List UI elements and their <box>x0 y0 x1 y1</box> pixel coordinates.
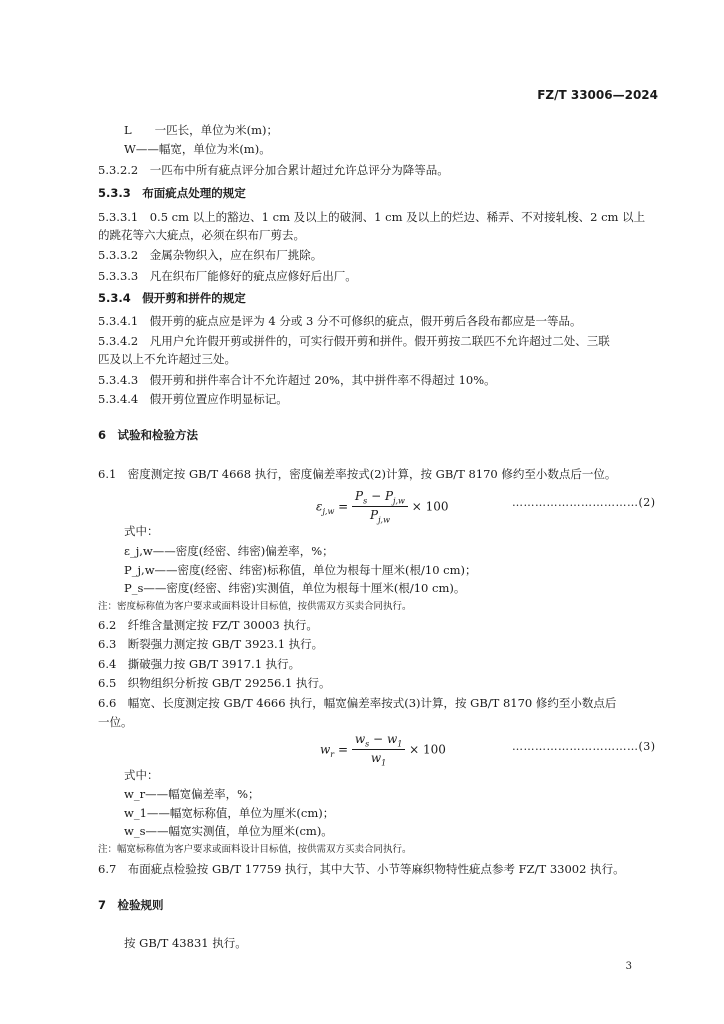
formula-2-times: × <box>411 499 422 514</box>
formula-2-dots: …………………………… <box>512 496 639 509</box>
formula-3-num-a-sub: s <box>365 739 370 749</box>
formula-2-lhs: ε <box>316 499 323 514</box>
where-label-2: 式中： <box>124 524 159 538</box>
formula-2-numerator <box>352 489 408 507</box>
formula-3-num-b: w <box>386 732 398 746</box>
formula-3-numerator <box>352 732 405 750</box>
formula-2-den-sub: j,w <box>378 515 390 525</box>
symbol-def-width: W——幅宽，单位为米(m)。 <box>124 142 271 156</box>
formula-2-denominator <box>352 507 408 524</box>
formula-3-leader <box>512 740 656 753</box>
clause-5-3-3-2: 5.3.3.2 金属杂物织入，应在织布厂挑除。 <box>98 248 323 262</box>
formula-3-lhs-sub: r <box>330 749 335 759</box>
clause-5-3-3-3: 5.3.3.3 凡在织布厂能修好的疵点应修好后出厂。 <box>98 269 357 283</box>
symbol-def-density-deviation: ε_j,w——密度(经密、纬密)偏差率，%； <box>124 544 334 558</box>
clause-6-2: 6.2 纤维含量测定按 FZ/T 30003 执行。 <box>98 618 318 632</box>
formula-3-equals: = <box>337 742 348 757</box>
symbol-def-density-nominal: P_j,w——密度(经密、纬密)标称值，单位为根每十厘米(根/10 cm)； <box>124 563 477 577</box>
clause-5-3-4-3: 5.3.4.3 假开剪和拼件率合计不允许超过 20%，其中拼件率不得超过 10%。 <box>98 373 496 387</box>
formula-3-dots: …………………………… <box>512 740 639 753</box>
clause-6-6: 6.6 幅宽、长度测定按 GB/T 4666 执行，幅宽偏差率按式(3)计算，按 GB/T 8170 修约至小数点后 <box>98 696 617 710</box>
formula-2-leader <box>512 496 656 509</box>
clause-5-3-3-1-cont: 的跳花等六大疵点，必须在织布厂剪去。 <box>98 228 305 242</box>
clause-5-3-2-2: 5.3.2.2 一匹布中所有疵点评分加合累计超过允许总评分为降等品。 <box>98 163 449 177</box>
clause-6-6-cont: 一位。 <box>98 715 133 729</box>
clause-6-3: 6.3 断裂强力测定按 GB/T 3923.1 执行。 <box>98 637 324 651</box>
formula-3-den: w <box>370 751 382 766</box>
formula-2-equals: = <box>338 499 349 514</box>
heading-7: 7 检验规则 <box>98 898 164 912</box>
formula-3-fraction <box>352 732 405 768</box>
formula-2-fraction <box>352 489 408 525</box>
clause-6-5: 6.5 织物组织分析按 GB/T 29256.1 执行。 <box>98 676 331 690</box>
formula-2-label: (2) <box>638 496 656 509</box>
symbol-def-width-nominal: w_1——幅宽标称值，单位为厘米(cm)； <box>124 806 335 820</box>
formula-2-num-b: P <box>384 489 394 503</box>
formula-3-label: (3) <box>638 740 656 753</box>
symbol-def-width-deviation: w_r——幅宽偏差率，%； <box>124 787 260 801</box>
formula-3-minus: − <box>373 732 384 746</box>
formula-2-minus: − <box>371 489 382 503</box>
symbol-def-width-measured: w_s——幅宽实测值，单位为厘米(cm)。 <box>124 824 333 838</box>
formula-2-factor: 100 <box>425 499 449 514</box>
clause-5-3-3-1: 5.3.3.1 0.5 cm 以上的豁边、1 cm 及以上的破洞、1 cm 及以上的烂边、稀弄、不对接轧梭、2 cm 以上 <box>98 210 646 224</box>
page-number: 3 <box>625 961 632 972</box>
clause-5-3-4-1: 5.3.4.1 假开剪的疵点应是评为 4 分或 3 分不可修织的疵点，假开剪后各段布都应是一等品。 <box>98 314 582 328</box>
note-density: 注：密度标称值为客户要求或面料设计目标值，按供需双方买卖合同执行。 <box>98 601 412 612</box>
formula-2-den: P <box>370 508 379 523</box>
clause-6-1: 6.1 密度测定按 GB/T 4668 执行，密度偏差率按式(2)计算，按 GB/T 8170 修约至小数点后一位。 <box>98 467 617 481</box>
formula-3-num-a: w <box>354 732 366 746</box>
heading-5-3-4: 5.3.4 假开剪和拼件的规定 <box>98 291 246 305</box>
clause-6-7: 6.7 布面疵点检验按 GB/T 17759 执行，其中大节、小节等麻织物特性疵点参考 FZ/T 33002 执行。 <box>98 862 625 876</box>
heading-5-3-3: 5.3.3 布面疵点处理的规定 <box>98 186 246 200</box>
formula-2-num-a-sub: s <box>363 496 368 506</box>
formula-2-lhs-sub: j,w <box>322 506 335 516</box>
symbol-def-length: L 一匹长，单位为米(m)； <box>124 123 279 137</box>
formula-3-den-sub: 1 <box>381 758 387 768</box>
formula-3-denominator <box>352 750 405 767</box>
note-width: 注：幅宽标称值为客户要求或面料设计目标值，按供需双方买卖合同执行。 <box>98 844 412 855</box>
formula-3 <box>320 732 446 768</box>
formula-2-num-a: P <box>355 489 364 503</box>
formula-3-times: × <box>409 742 420 757</box>
formula-3-factor: 100 <box>423 742 446 757</box>
formula-2-num-b-sub: j,w <box>393 496 405 506</box>
inspection-rule-text: 按 GB/T 43831 执行。 <box>124 936 247 950</box>
standard-code: FZ/T 33006—2024 <box>537 88 658 102</box>
formula-2 <box>316 489 449 525</box>
where-label-3: 式中： <box>124 768 159 782</box>
symbol-def-density-measured: P_s——密度(经密、纬密)实测值，单位为根每十厘米(根/10 cm)。 <box>124 581 466 595</box>
heading-6: 6 试验和检验方法 <box>98 428 199 442</box>
clause-5-3-4-2: 5.3.4.2 凡用户允许假开剪或拼件的，可实行假开剪和拼件。假开剪按二联匹不允许超过二处、三联 <box>98 334 610 348</box>
clause-6-4: 6.4 撕破强力按 GB/T 3917.1 执行。 <box>98 657 301 671</box>
formula-3-lhs: w <box>320 742 331 757</box>
clause-5-3-4-4: 5.3.4.4 假开剪位置应作明显标记。 <box>98 392 288 406</box>
formula-3-num-b-sub: 1 <box>397 739 403 749</box>
clause-5-3-4-2-cont: 匹及以上不允许超过三处。 <box>98 352 236 366</box>
